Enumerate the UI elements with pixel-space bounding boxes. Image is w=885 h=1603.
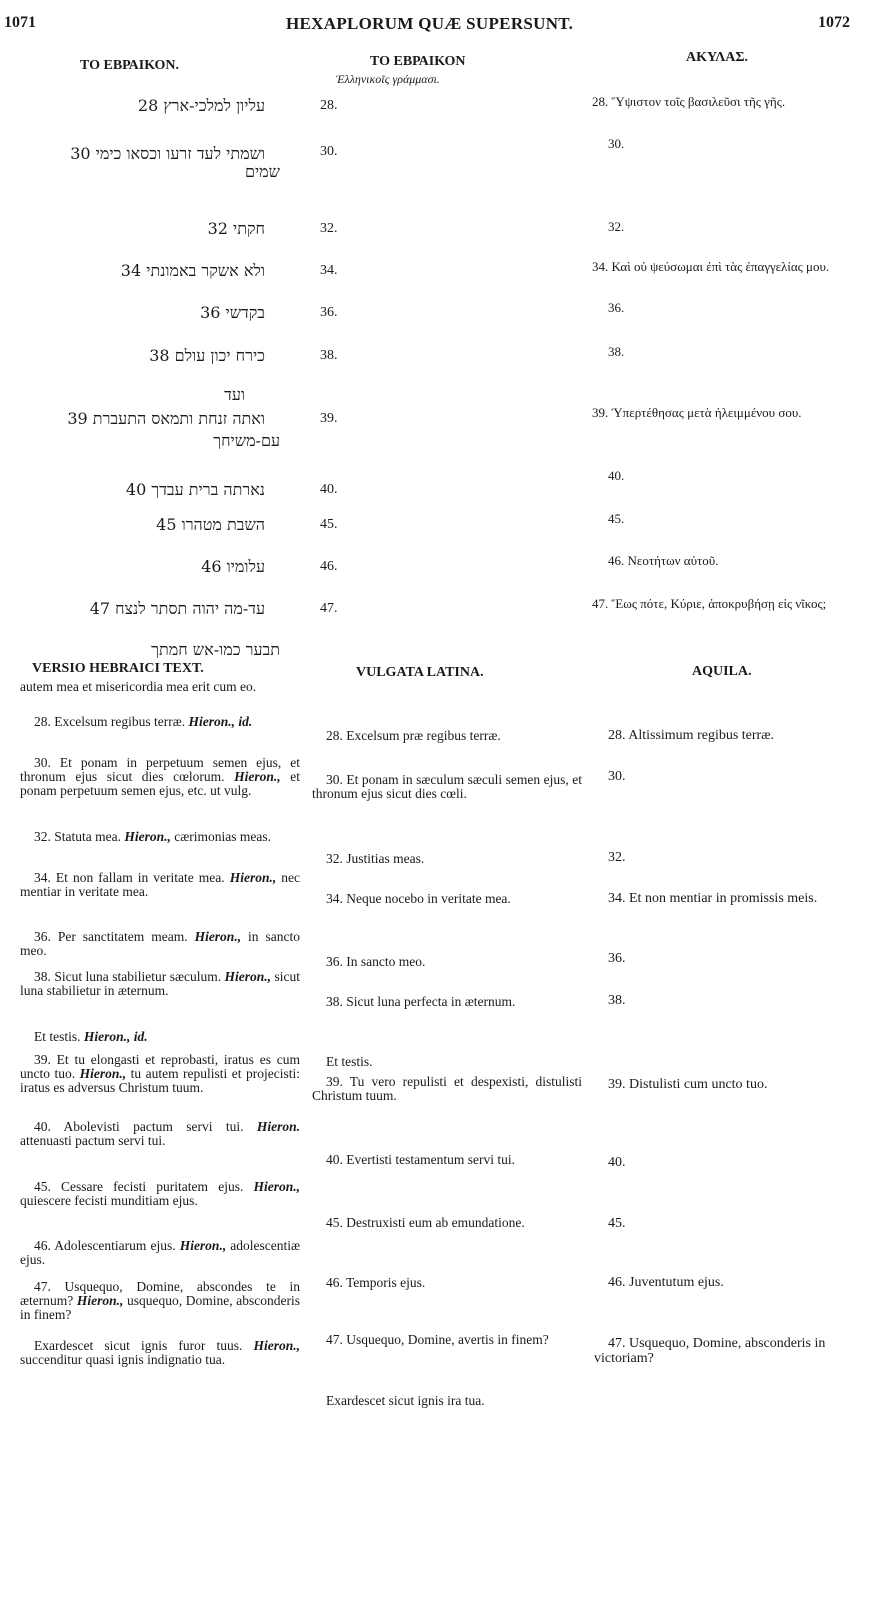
transliteration-column-subheader: Ἑλληνικοῖς γράμμασι.: [336, 72, 440, 86]
versio-verse: 46. Adolescentiarum ejus. Hieron., adolescentiæ ejus.: [20, 1238, 301, 1267]
translit-verse-number: 38.: [320, 348, 338, 363]
versio-verse: 45. Cessare fecisti puritatem ejus. Hieron., quiescere fecisti munditiam ejus.: [20, 1179, 300, 1208]
hebrew-verse: חקתי 32: [207, 219, 265, 238]
aquila-latin-verse: 45.: [608, 1216, 626, 1231]
aquila-greek-verse: 39. Ὑπερτέθησας μετὰ ἠλειμμένου σου.: [592, 405, 802, 420]
aquila-latin-verse: 40.: [608, 1155, 626, 1170]
versio-verse: 36. Per sanctitatem meam. Hieron., in sancto meo.: [20, 929, 300, 958]
vulgata-verse: 45. Destruxisti eum ab emundatione.: [326, 1215, 525, 1230]
vulgata-verse: 36. In sancto meo.: [326, 954, 426, 969]
transliteration-column-header: ΤΟ ΕΒΡΑΙΚΟΝ: [370, 54, 466, 69]
hebrew-verse: ואתה זנחת ותמאס התעברת 39: [67, 409, 265, 428]
vulgata-verse: 39. Tu vero repulisti et despexisti, distulisti Christum tuum.: [312, 1074, 582, 1103]
aquila-greek-verse: 38.: [608, 344, 625, 359]
vulgata-column-header: VULGATA LATINA.: [356, 665, 484, 680]
aquila-latin-verse: 36.: [608, 951, 626, 966]
vulgata-verse: 30. Et ponam in sæculum sæculi semen ejus, et thronum ejus sicut dies cœli.: [312, 772, 582, 801]
versio-column-header: VERSIO HEBRAICI TEXT.: [32, 661, 204, 676]
page-number-left: 1071: [4, 14, 36, 31]
hebrew-verse-continuation: שמים: [245, 162, 280, 181]
vulgata-verse: 34. Neque nocebo in veritate mea.: [326, 891, 511, 906]
versio-verse: 28. Excelsum regibus terræ. Hieron., id.: [34, 714, 253, 729]
aquila-greek-verse: 45.: [608, 511, 625, 526]
aquila-greek-verse: 47. Ἕως πότε, Κύριε, ἀποκρυβήσῃ εἰς νῖκος;: [592, 596, 827, 611]
vulgata-verse: 40. Evertisti testamentum servi tui.: [326, 1152, 515, 1167]
translit-verse-number: 30.: [320, 144, 338, 159]
aquila-greek-verse: 32.: [608, 219, 625, 234]
versio-verse: Exardescet sicut ignis furor tuus. Hieron., succenditur quasi ignis indignatio tua.: [20, 1338, 301, 1367]
translit-verse-number: 40.: [320, 482, 338, 497]
hebrew-verse: בקדשי 36: [200, 303, 265, 322]
vulgata-verse: 32. Justitias meas.: [326, 851, 425, 866]
versio-verse: 32. Statuta mea. Hieron., cærimonias meas.: [34, 829, 271, 844]
running-title: HEXAPLORUM QUÆ SUPERSUNT.: [286, 14, 574, 33]
hebrew-verse: כירח יכון עולם 38: [149, 346, 265, 365]
hebrew-verse: נארתה ברית עבדך 40: [125, 480, 265, 499]
aquila-greek-verse: 40.: [608, 468, 625, 483]
hebrew-verse: עלומיו 46: [201, 557, 265, 576]
translit-verse-number: 45.: [320, 517, 338, 532]
page-number-right: 1072: [818, 14, 850, 31]
aquila-greek-column-header: ΑΚΥΛΑΣ.: [686, 50, 749, 65]
hebrew-verse: עליון למלכי-ארץ 28: [137, 96, 265, 115]
aquila-latin-verse: 39. Distulisti cum uncto tuo.: [608, 1077, 768, 1092]
hebrew-verse: השבת מטהרו 45: [156, 515, 265, 534]
translit-verse-number: 32.: [320, 221, 338, 236]
translit-verse-number: 28.: [320, 98, 338, 113]
hebrew-verse: תבער כמו-אש חמתך: [151, 640, 280, 659]
aquila-latin-verse: 32.: [608, 850, 626, 865]
vulgata-verse: 46. Temporis ejus.: [326, 1275, 426, 1290]
vulgata-verse: Et testis.: [326, 1054, 373, 1069]
aquila-greek-verse: 36.: [608, 300, 625, 315]
translit-verse-number: 46.: [320, 559, 338, 574]
translit-verse-number: 47.: [320, 601, 338, 616]
versio-verse: 40. Abolevisti pactum servi tui. Hieron. attenuasti pactum servi tui.: [20, 1119, 300, 1148]
hebrew-verse-continuation: עם-משיחך: [213, 431, 280, 450]
vulgata-verse: Exardescet sicut ignis ira tua.: [326, 1393, 485, 1408]
aquila-greek-verse: 34. Καὶ οὐ ψεύσωμαι ἐπὶ τὰς ἐπαγγελίας μου.: [592, 259, 830, 274]
versio-verse: 47. Usquequo, Domine, abscondes te in æternum? Hieron., usquequo, Domine, absconderis in finem?: [20, 1279, 301, 1322]
versio-intro: autem mea et misericordia mea erit cum eo.: [20, 679, 257, 694]
hebrew-verse: ושמתי לעד זרעו וכסאו כימי 30: [70, 144, 265, 163]
hebrew-verse-prefix: ועד: [224, 385, 245, 404]
translit-verse-number: 39.: [320, 411, 338, 426]
translit-verse-number: 36.: [320, 305, 338, 320]
aquila-greek-verse: 30.: [608, 136, 625, 151]
aquila-latin-verse: 46. Juventutum ejus.: [608, 1275, 724, 1290]
translit-verse-number: 34.: [320, 263, 338, 278]
hebrew-column-header: ΤΟ ΕΒΡΑΙΚΟΝ.: [80, 58, 179, 73]
aquila-latin-verse: 38.: [608, 993, 626, 1008]
aquila-latin-verse: 34. Et non mentiar in promissis meis.: [608, 891, 818, 906]
aquila-latin-verse: 47. Usquequo, Domine, absconderis in victoriam?: [594, 1336, 826, 1366]
vulgata-verse: 28. Excelsum præ regibus terræ.: [326, 728, 501, 743]
aquila-greek-verse: 46. Νεοτήτων αὐτοῦ.: [608, 553, 719, 568]
vulgata-verse: 38. Sicut luna perfecta in æternum.: [326, 994, 516, 1009]
versio-verse: 39. Et tu elongasti et reprobasti, iratus es cum uncto tuo. Hieron., tu autem repulisti et projecisti: iratus es adversus Christum tuum.: [20, 1052, 300, 1095]
aquila-latin-verse: 30.: [608, 769, 626, 784]
aquila-latin-verse: 28. Altissimum regibus terræ.: [608, 728, 775, 743]
aquila-greek-verse: 28. Ὕψιστον τοῖς βασιλεῦσι τῆς γῆς.: [592, 94, 786, 109]
versio-verse: 38. Sicut luna stabilietur sæculum. Hieron., sicut luna stabilietur in æternum.: [20, 969, 301, 998]
hebrew-verse: ולא אשקר באמונתי 34: [120, 261, 265, 280]
versio-verse: 30. Et ponam in perpetuum semen ejus, et thronum ejus sicut dies cœlorum. Hieron., et ponam perpetuum semen ejus, etc. ut vulg.: [20, 755, 301, 798]
hebrew-verse: עד-מה יהוה תסתר לנצח 47: [89, 599, 265, 618]
versio-verse: 34. Et non fallam in veritate mea. Hieron., nec mentiar in veritate mea.: [20, 870, 301, 899]
vulgata-verse: 47. Usquequo, Domine, avertis in finem?: [326, 1332, 549, 1347]
versio-verse: Et testis. Hieron., id.: [34, 1029, 148, 1044]
aquila-latin-column-header: AQUILA.: [692, 664, 752, 679]
